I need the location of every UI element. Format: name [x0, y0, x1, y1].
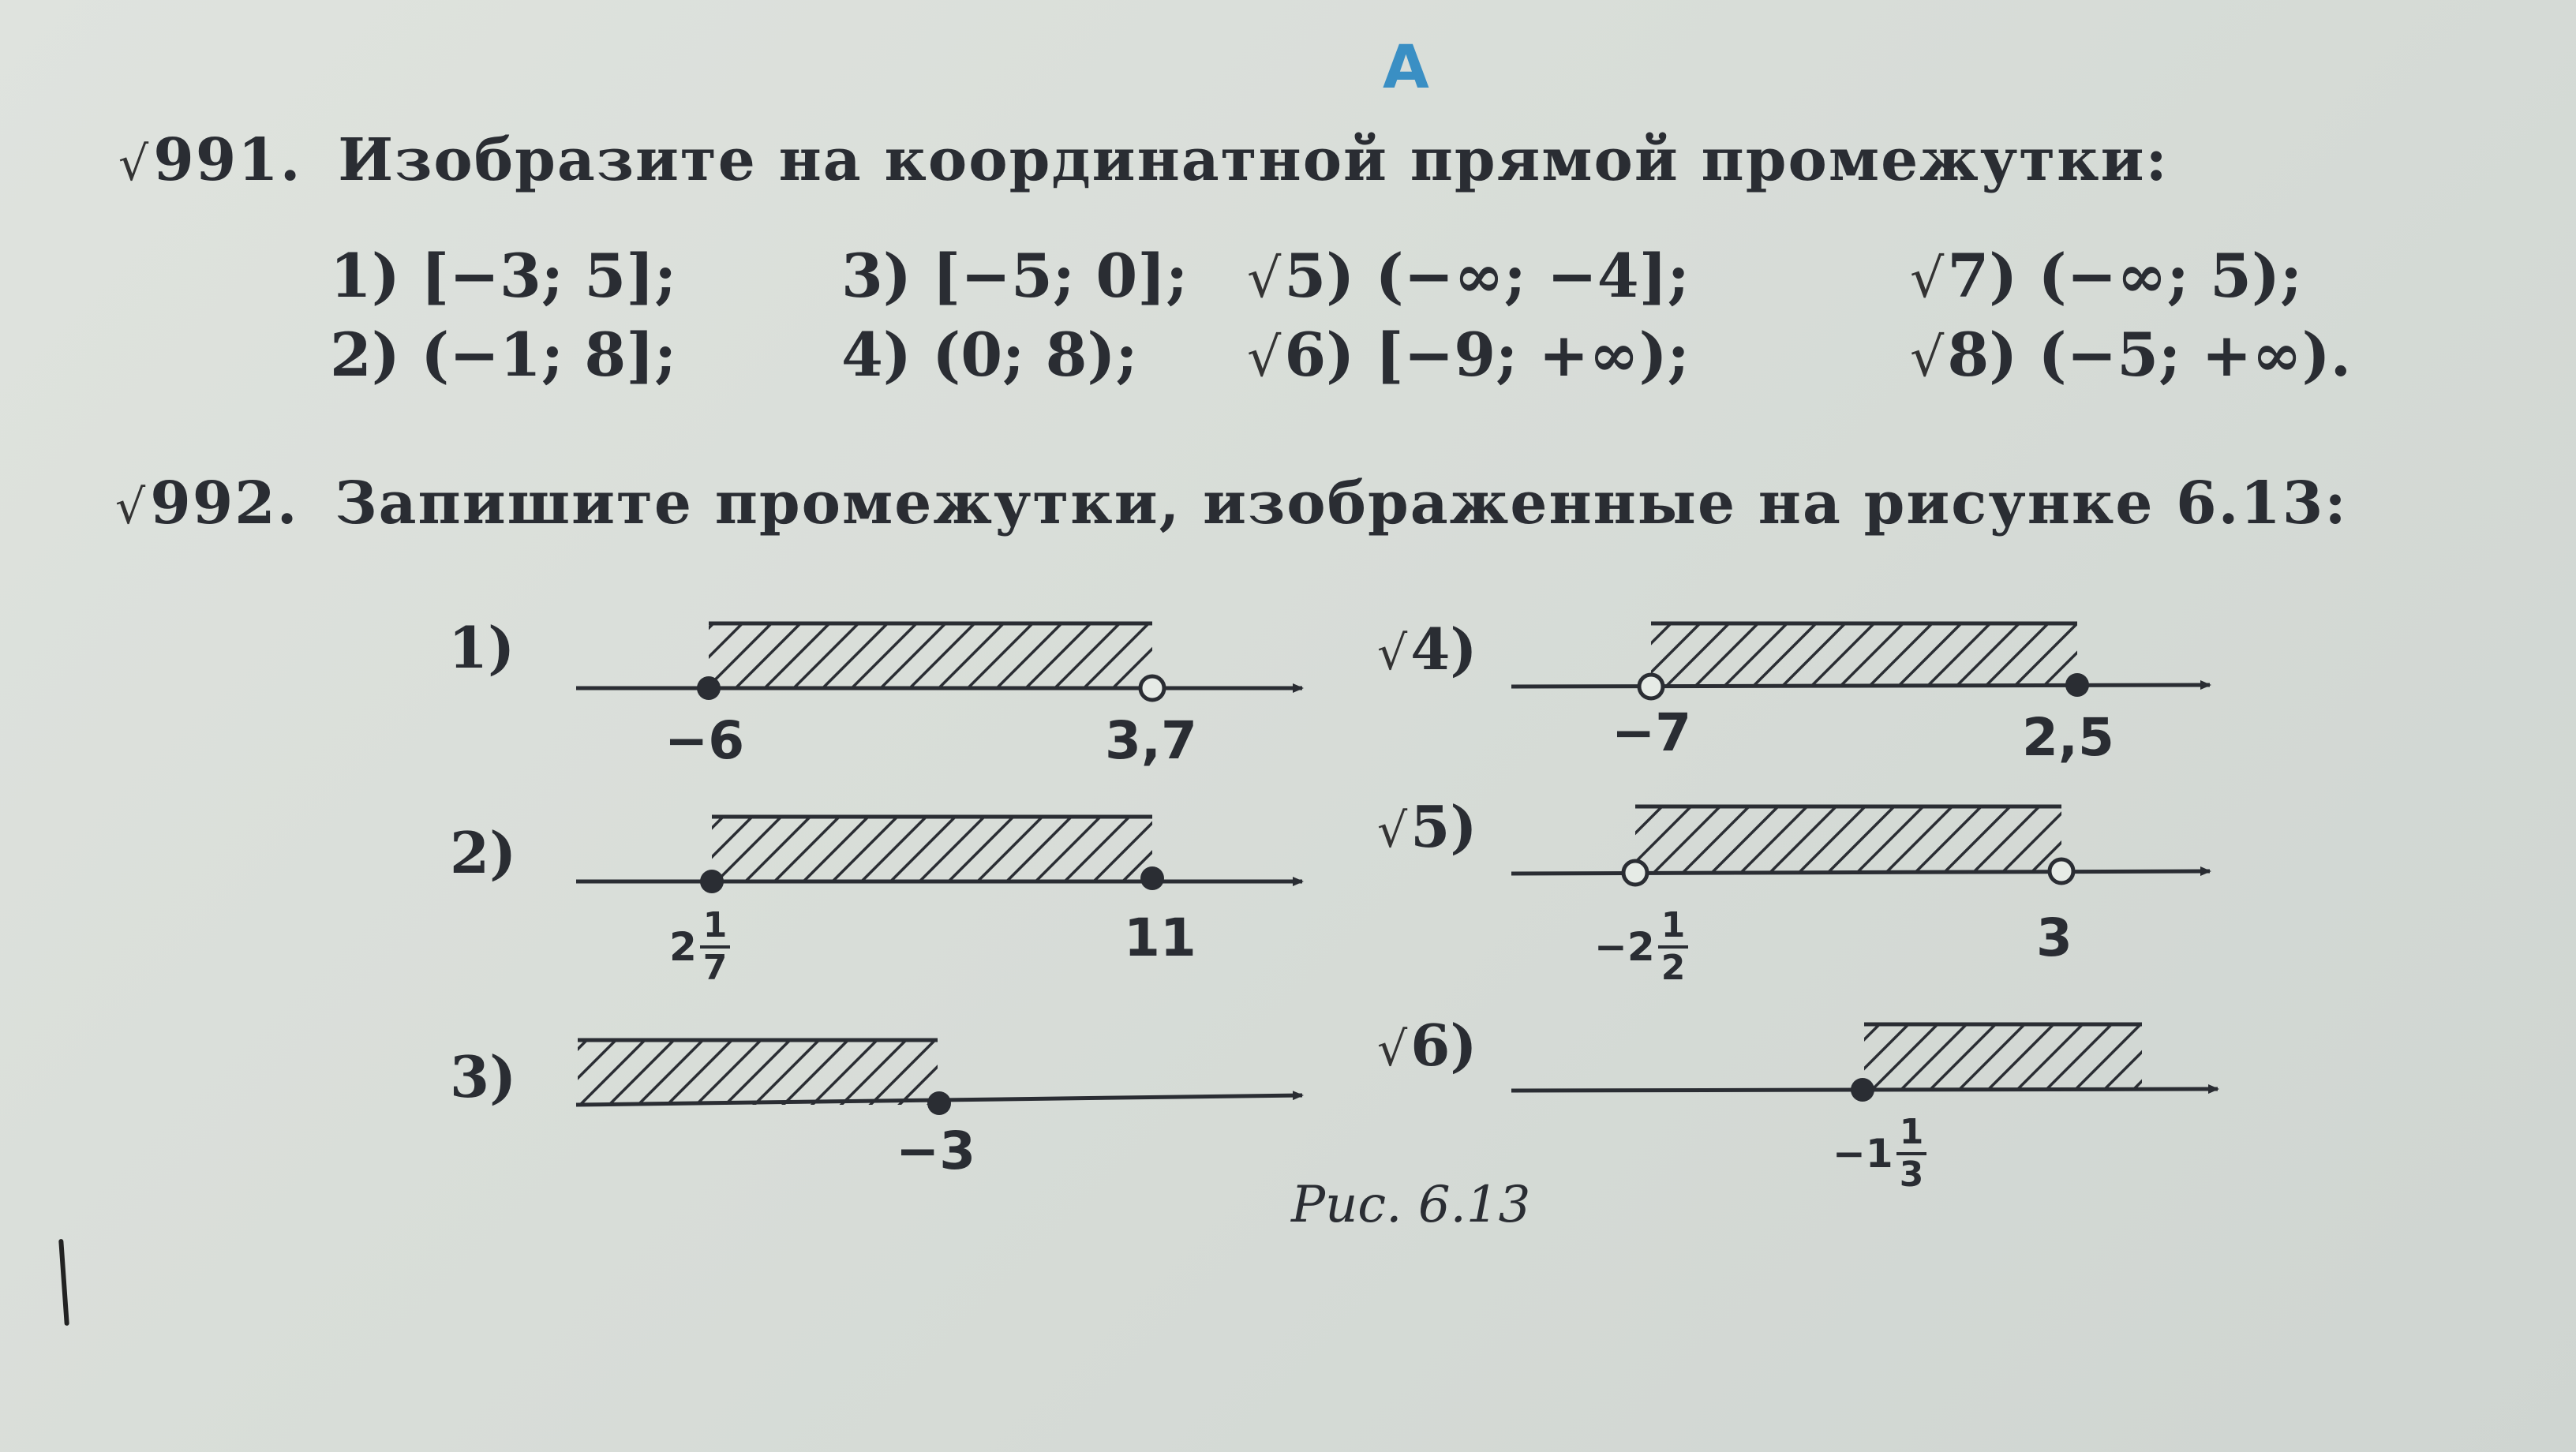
task-label: 8) (−5; +∞). [1947, 320, 2352, 390]
tick-label: 11 [1124, 908, 1196, 968]
exercise-prompt: Запишите промежутки, изображенные на рисунке 6.13: [335, 470, 2348, 537]
figure-label-4: √4) [1377, 616, 1477, 683]
tick-label-mixed-fraction: −1 $\frac{1}{3}$ [1833, 1113, 1926, 1195]
number-line-4 [1511, 623, 2210, 698]
task-label: 7) (−∞; 5); [1947, 241, 2302, 311]
exercise-number: 991. [153, 126, 302, 194]
check-mark-icon: √ [1377, 803, 1408, 859]
shaded-interval [578, 1040, 938, 1105]
number-line-5 [1511, 806, 2210, 885]
check-mark-icon: √ [1910, 248, 1945, 310]
check-mark-icon: √ [115, 480, 148, 535]
task-label: 6) [−9; +∞); [1284, 320, 1690, 390]
section-letter: А [1383, 32, 1429, 102]
task-label: 4) (0; 8); [841, 320, 1138, 390]
closed-point [697, 676, 721, 700]
closed-point [1851, 1078, 1874, 1102]
open-point [1623, 861, 1647, 885]
figure-label-5: √5) [1377, 793, 1477, 860]
task-label: 3) [−5; 0]; [841, 241, 1189, 311]
tick-label: −3 [896, 1121, 976, 1181]
figure-label-1: 1) [448, 614, 515, 681]
tick-label: −7 [1612, 702, 1692, 763]
number-line-3 [576, 1040, 1302, 1115]
shaded-interval [1651, 623, 2077, 687]
exercise-number: 992. [150, 470, 299, 537]
check-mark-icon: √ [1247, 248, 1282, 310]
shaded-interval [1864, 1024, 2142, 1089]
task-label: 5) (−∞; −4]; [1284, 241, 1690, 311]
check-mark-icon: √ [1377, 626, 1408, 681]
check-mark-icon: √ [118, 137, 151, 192]
open-point [1140, 676, 1164, 700]
number-line-2 [576, 817, 1302, 893]
closed-point [1140, 866, 1164, 890]
tick-label-mixed-fraction: −2 $\frac{1}{2}$ [1594, 906, 1688, 988]
shaded-interval [1635, 806, 2061, 871]
closed-point [2065, 673, 2089, 697]
figure-caption: Рис. 6.13 [1291, 1176, 1531, 1234]
figure-label-6: √6) [1377, 1012, 1477, 1079]
tick-label: −6 [665, 710, 745, 771]
check-mark-icon: √ [1247, 327, 1282, 389]
tick-label: 3 [2036, 908, 2072, 968]
tick-label: 2,5 [2022, 707, 2114, 768]
shaded-interval [712, 817, 1152, 880]
tick-label-mixed-fraction: 2 $\frac{1}{7}$ [669, 906, 730, 988]
check-mark-icon: √ [1910, 327, 1945, 389]
axis-line [1511, 871, 2210, 874]
closed-point [700, 870, 724, 893]
figure-label-2: 2) [450, 819, 517, 886]
axis-line [1511, 685, 2210, 687]
closed-point [927, 1091, 951, 1115]
open-point [1639, 675, 1663, 698]
tick-label: 3,7 [1105, 710, 1197, 771]
number-line-1 [576, 623, 1302, 700]
task-label: 2) (−1; 8]; [330, 320, 677, 390]
open-point [2050, 859, 2073, 883]
figure-label-3: 3) [450, 1043, 517, 1110]
task-label: 1) [−3; 5]; [330, 241, 677, 311]
number-line-6 [1511, 1024, 2218, 1102]
shaded-interval [709, 623, 1152, 687]
check-mark-icon: √ [1377, 1022, 1408, 1077]
exercise-prompt: Изобразите на координатной прямой промежутки: [338, 126, 2169, 194]
